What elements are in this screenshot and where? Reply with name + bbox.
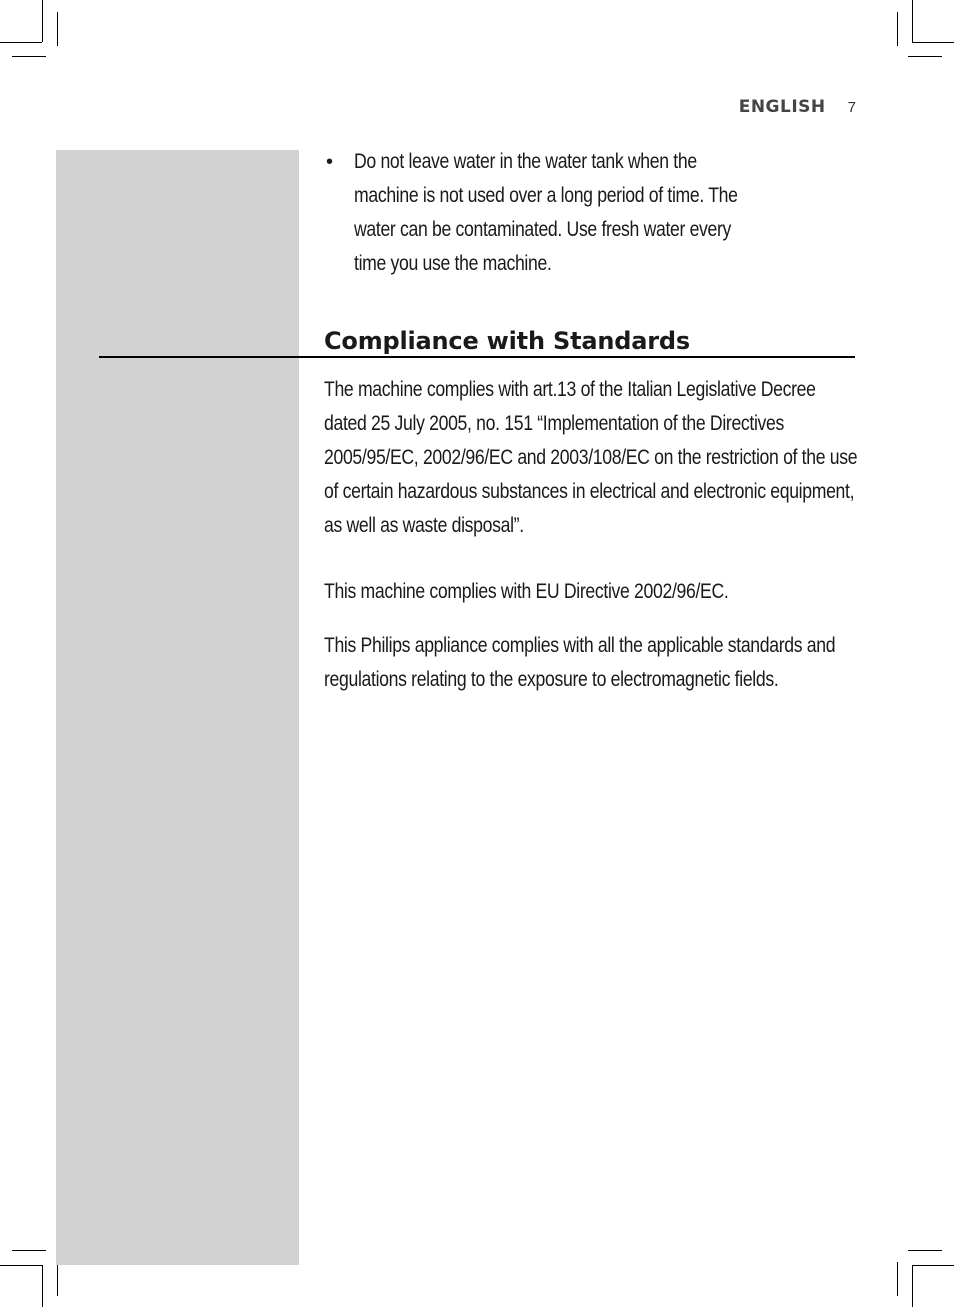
crop-mark xyxy=(908,1250,942,1251)
page-number: 7 xyxy=(847,99,856,116)
crop-mark xyxy=(912,1265,954,1266)
crop-mark xyxy=(42,1265,43,1307)
crop-mark xyxy=(42,0,43,42)
crop-mark xyxy=(0,42,42,43)
paragraph-compliance-decree: The machine complies with art.13 of the Italian Legislative Decree dated 25 July 2005, no. 151 “Implementation of the Directives 2005/95/EC, 2002/96/EC and 2003/108/EC on the restriction of the use of certain hazardous substances in electrical and electronic equipment, as well as waste disposal”. xyxy=(324,378,858,537)
bullet-marker: • xyxy=(326,151,334,173)
gray-sidebar xyxy=(56,150,299,1265)
crop-mark xyxy=(912,1265,913,1307)
crop-mark xyxy=(57,1262,58,1296)
crop-mark xyxy=(12,56,46,57)
section-heading: Compliance with Standards xyxy=(324,327,690,355)
paragraph-emf: This Philips appliance complies with all the applicable standards and regulations relating to the exposure to electromagnetic fields. xyxy=(324,634,836,691)
crop-mark xyxy=(912,42,954,43)
language-label: ENGLISH xyxy=(738,97,826,117)
bullet-item xyxy=(324,145,844,281)
crop-mark xyxy=(908,56,942,57)
crop-mark xyxy=(12,1250,46,1251)
crop-mark xyxy=(0,1265,42,1266)
crop-mark xyxy=(57,12,58,46)
page-header xyxy=(739,97,856,117)
crop-mark xyxy=(897,1262,898,1296)
paragraph-eu-directive: This machine complies with EU Directive 2002/96/EC. xyxy=(324,580,729,603)
crop-mark xyxy=(897,12,898,46)
crop-mark xyxy=(912,0,913,42)
bullet-text: Do not leave water in the water tank when the machine is not used over a long period of time. The water can be contaminated. Use fresh water every time you use the machine. xyxy=(354,150,738,275)
section-rule xyxy=(99,356,855,358)
